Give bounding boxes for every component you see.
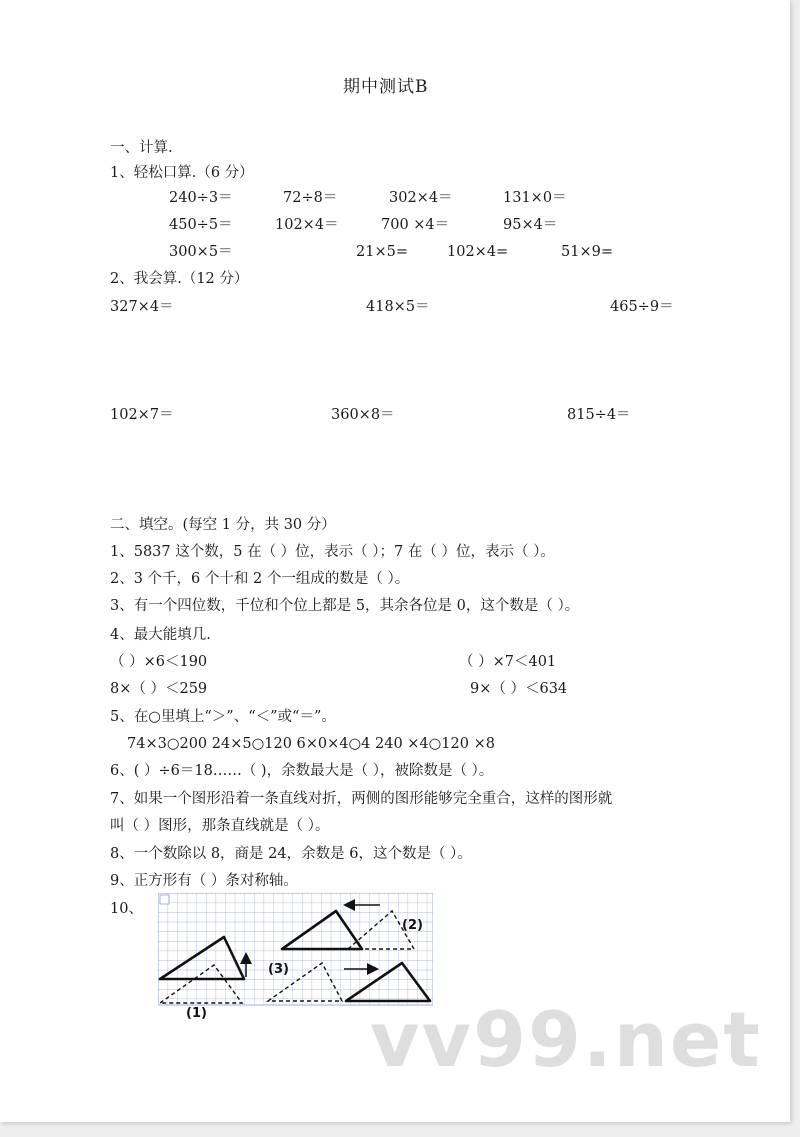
grid-corner-box — [160, 895, 169, 904]
q1-label: 1、轻松口算.（6 分） — [110, 165, 254, 181]
fill-item-4a: （ ）×6＜190 — [110, 654, 208, 670]
oral-calc-item: 72÷8＝ — [283, 190, 338, 206]
written-calc-item: 102×7＝ — [110, 407, 174, 423]
fill-item-10: 10、 — [110, 901, 143, 917]
page-title: 期中测试B — [343, 77, 429, 97]
oral-calc-item: 700 ×4＝ — [381, 217, 450, 233]
fill-item-9: 9、正方形有（ ）条对称轴。 — [110, 873, 298, 889]
figure-label-1: (1) — [186, 1006, 207, 1021]
figure-label-3: (3) — [268, 962, 289, 977]
fill-item-4: 4、最大能填几. — [110, 627, 211, 643]
written-calc-item: 815÷4＝ — [567, 407, 631, 423]
fill-item-8: 8、一个数除以 8，商是 24，余数是 6，这个数是（ ）。 — [110, 846, 472, 862]
oral-calc-item: 102×4＝ — [275, 217, 339, 233]
fill-item-4b: （ ）×7＜401 — [459, 654, 557, 670]
fill-item-7: 7、如果一个图形沿着一条直线对折，两侧的图形能够完全重合，这样的图形就 — [110, 791, 613, 807]
oral-calc-item: 300×5＝ — [169, 244, 233, 260]
oral-calc-item: 450÷5＝ — [169, 217, 233, 233]
section2-heading: 二、填空。(每空 1 分，共 30 分） — [110, 517, 336, 533]
fill-item-4c: 8×（ ）＜259 — [110, 681, 208, 697]
written-calc-item: 465÷9＝ — [610, 299, 674, 315]
oral-calc-item: 21×5= — [356, 244, 408, 260]
written-calc-item: 418×5＝ — [366, 299, 430, 315]
oral-calc-item: 240÷3＝ — [169, 190, 233, 206]
watermark: vv99.net — [370, 995, 762, 1084]
fill-item-4d: 9×（ ）＜634 — [470, 681, 568, 697]
oral-calc-item: 131×0＝ — [503, 190, 567, 206]
figure-label-2: (2) — [402, 918, 423, 933]
fill-item-7-cont: 叫（ ）图形，那条直线就是（ ）。 — [110, 818, 330, 834]
oral-calc-item: 95×4＝ — [503, 217, 558, 233]
fill-item-5: 5、在○里填上“＞”、“＜”或“＝”。 — [110, 709, 336, 725]
oral-calc-item: 102×4= — [447, 244, 509, 260]
fill-item-5a: 74×3○200 24×5○120 6×0×4○4 240 ×4○120 ×8 — [127, 736, 495, 752]
oral-calc-item: 302×4＝ — [389, 190, 453, 206]
section1-heading: 一、计算. — [110, 140, 173, 156]
oral-calc-item: 51×9= — [561, 244, 613, 260]
fill-item-6: 6、( ）÷6＝18……（ )，余数最大是（ ），被除数是（ ）。 — [110, 763, 494, 779]
fill-item-1: 1、5837 这个数，5 在（ ）位，表示（ ）；7 在（ ）位，表示（ ）。 — [110, 544, 555, 560]
written-calc-item: 327×4＝ — [110, 299, 174, 315]
fill-item-3: 3、有一个四位数，千位和个位上都是 5，其余各位是 0，这个数是（ ）。 — [110, 598, 580, 614]
fill-item-2: 2、3 个千，6 个十和 2 个一组成的数是（ ）。 — [110, 571, 410, 587]
q2-label: 2、我会算.（12 分） — [110, 271, 249, 287]
written-calc-item: 360×8＝ — [331, 407, 395, 423]
